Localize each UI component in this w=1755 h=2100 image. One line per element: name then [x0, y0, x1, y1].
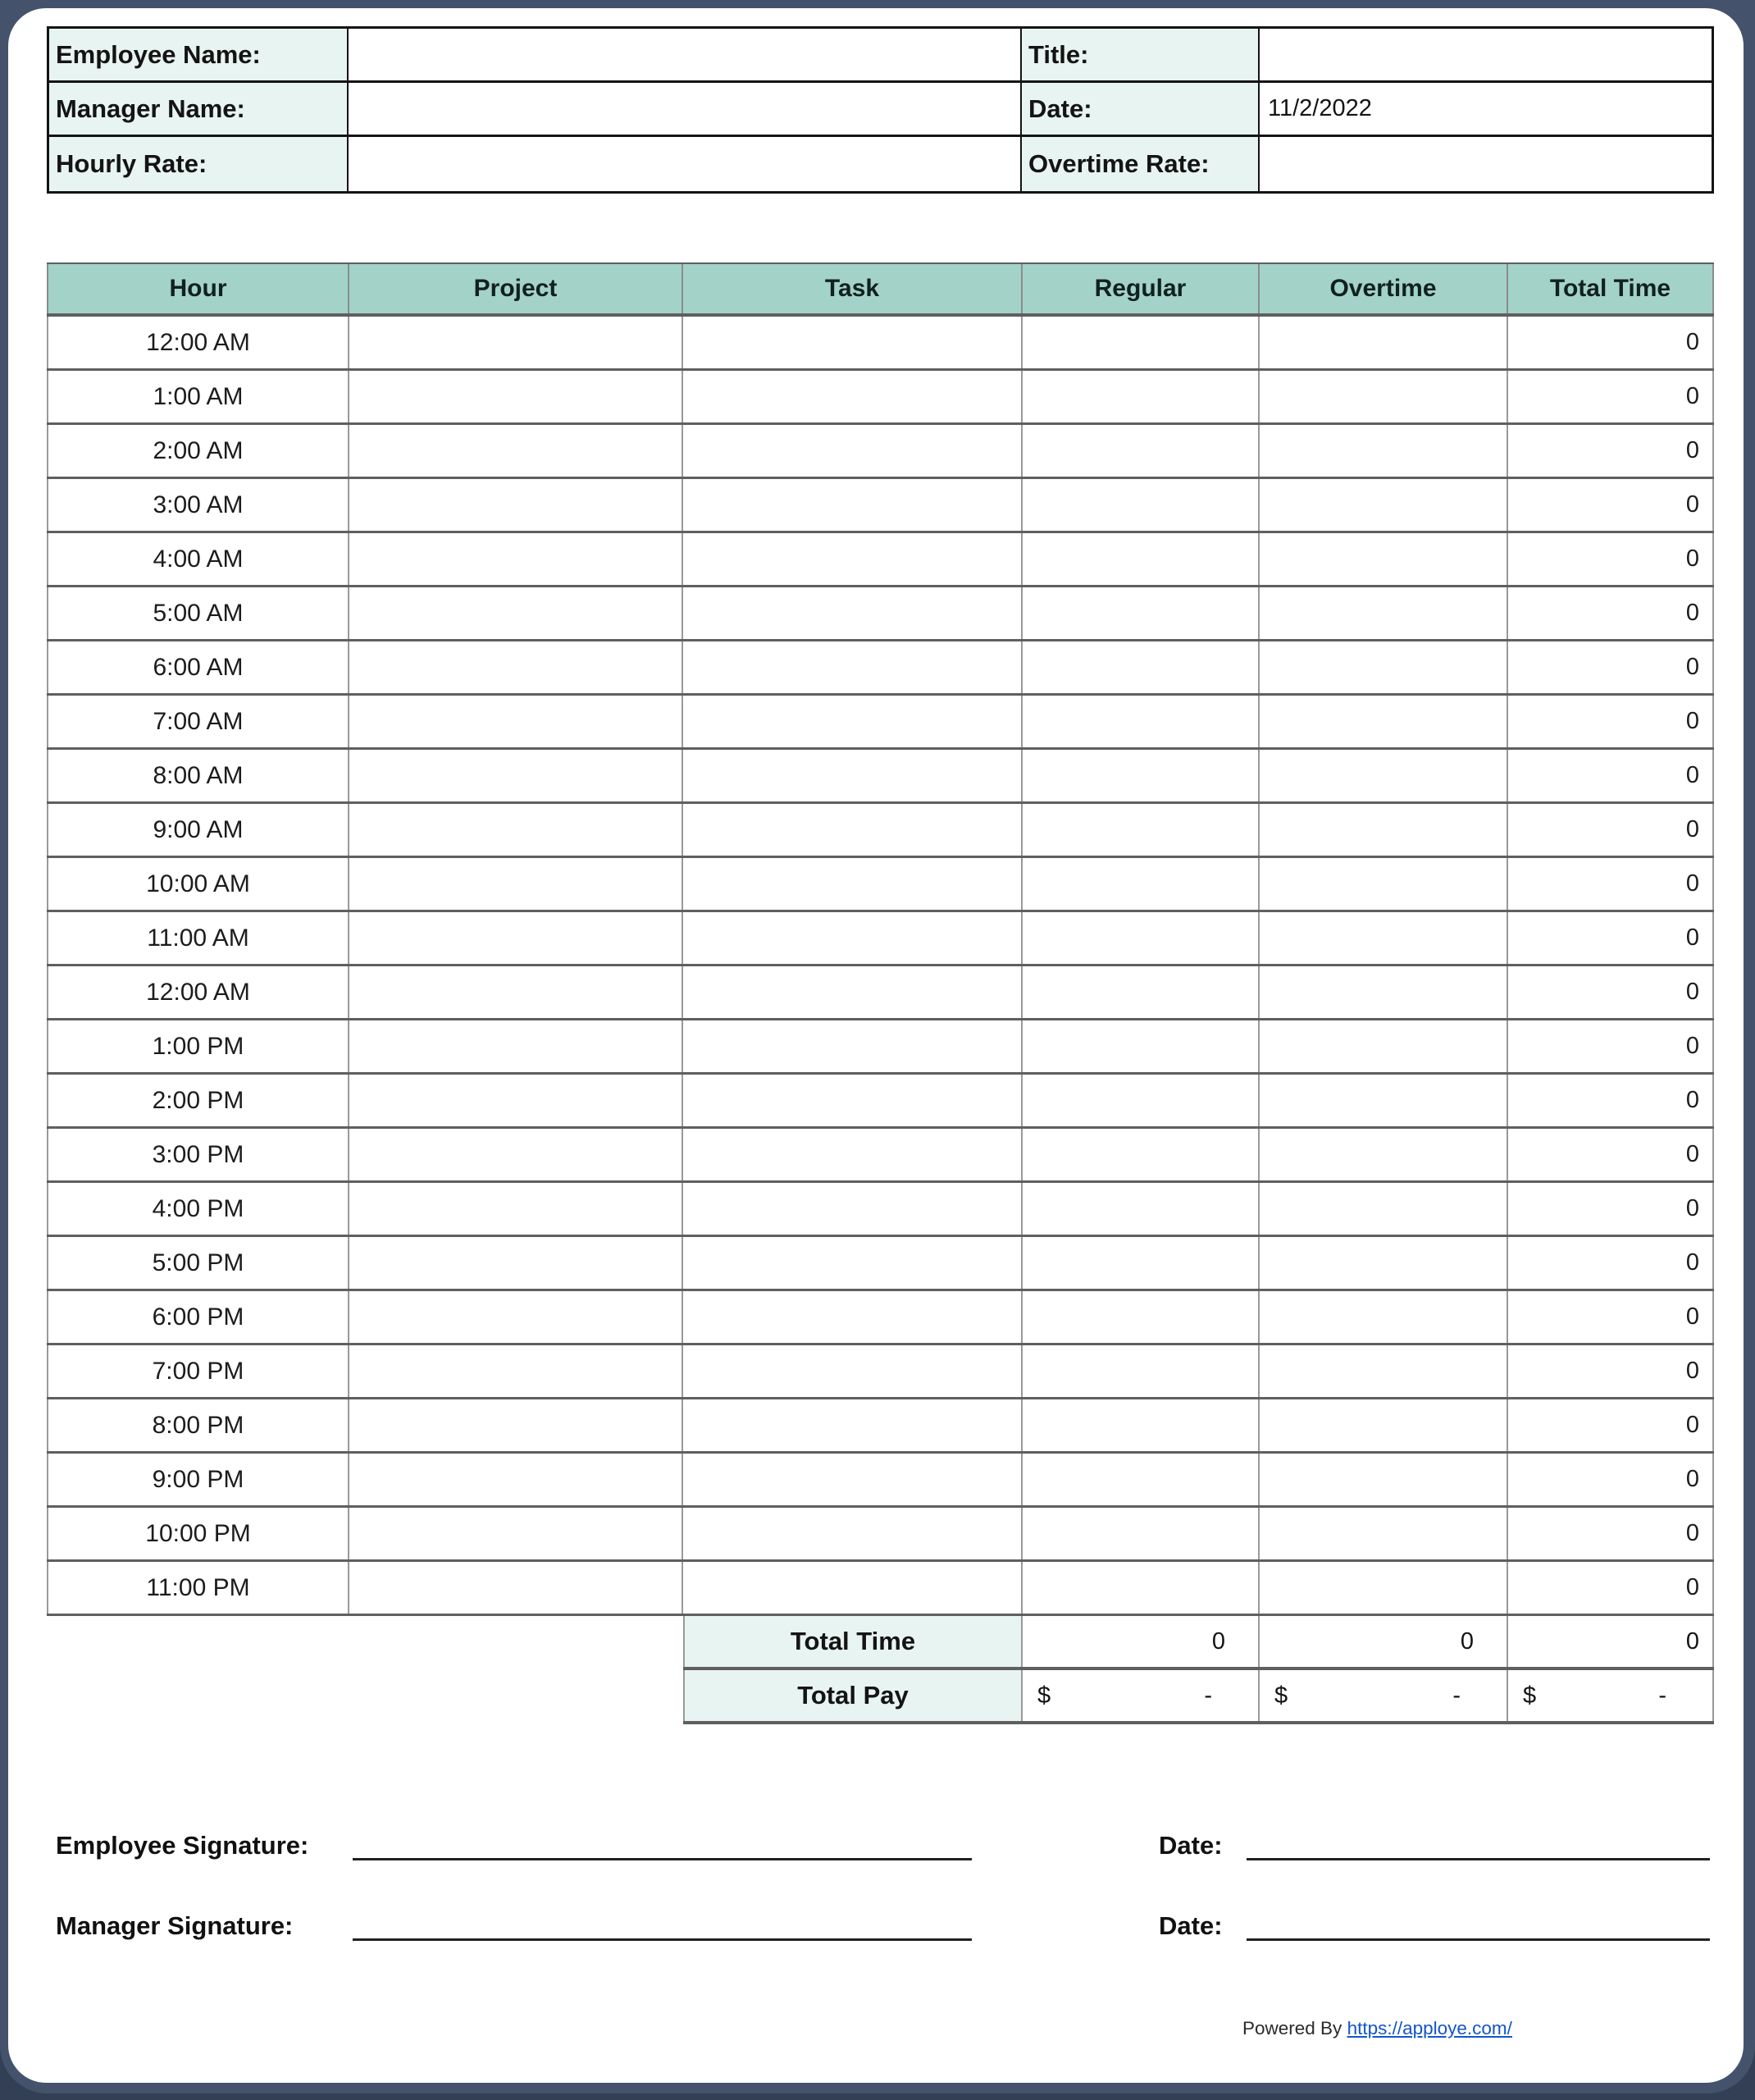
- overtime-cell[interactable]: [1260, 1508, 1508, 1559]
- hour-cell: 4:00 AM: [47, 533, 349, 585]
- overtime-cell[interactable]: [1260, 696, 1508, 747]
- task-cell[interactable]: [683, 1562, 1023, 1614]
- task-cell[interactable]: [683, 479, 1023, 531]
- regular-cell[interactable]: [1023, 966, 1260, 1018]
- regular-cell[interactable]: [1023, 858, 1260, 910]
- currency-symbol: $: [1523, 1682, 1537, 1709]
- timesheet-row: [47, 912, 1714, 966]
- apploye-link[interactable]: https://apploye.com/: [1347, 2018, 1512, 2038]
- project-cell[interactable]: [349, 371, 683, 422]
- task-cell[interactable]: [683, 912, 1023, 964]
- amount: -: [1452, 1682, 1461, 1709]
- hourly-rate-field[interactable]: [349, 137, 1022, 191]
- timesheet-row: [47, 804, 1714, 858]
- project-cell[interactable]: [349, 804, 683, 856]
- task-cell[interactable]: [683, 1399, 1023, 1451]
- column-header-total-time: Total Time: [1508, 264, 1714, 313]
- project-cell[interactable]: [349, 966, 683, 1018]
- timesheet-row: [47, 1508, 1714, 1562]
- regular-cell[interactable]: [1023, 1291, 1260, 1343]
- total-time-cell: 0: [1508, 912, 1714, 964]
- manager-name-label: Manager Name:: [49, 83, 349, 135]
- timesheet-row: [47, 1399, 1714, 1454]
- overtime-cell[interactable]: [1260, 479, 1508, 531]
- employee-date-label: Date:: [1159, 1831, 1223, 1860]
- project-cell[interactable]: [349, 425, 683, 477]
- hour-cell: 1:00 PM: [47, 1020, 349, 1072]
- timesheet-row: [47, 1454, 1714, 1508]
- timesheet-row: [47, 966, 1714, 1020]
- project-cell[interactable]: [349, 912, 683, 964]
- hour-cell: 11:00 PM: [47, 1562, 349, 1614]
- total-time-cell: 0: [1508, 1508, 1714, 1559]
- project-cell[interactable]: [349, 1020, 683, 1072]
- overtime-rate-field[interactable]: [1260, 137, 1712, 191]
- regular-cell[interactable]: [1023, 1345, 1260, 1397]
- timesheet-row: [47, 696, 1714, 750]
- total-time-cell: 0: [1508, 371, 1714, 422]
- overtime-cell[interactable]: [1260, 912, 1508, 964]
- task-cell[interactable]: [683, 1129, 1023, 1180]
- timesheet-row: [47, 1562, 1714, 1616]
- overtime-cell[interactable]: [1260, 750, 1508, 801]
- regular-cell[interactable]: [1023, 425, 1260, 477]
- regular-cell[interactable]: [1023, 912, 1260, 964]
- hour-cell: 10:00 AM: [47, 858, 349, 910]
- regular-cell[interactable]: [1023, 750, 1260, 801]
- total-time-cell: 0: [1508, 1454, 1714, 1505]
- overtime-cell[interactable]: [1260, 804, 1508, 856]
- column-header-regular: Regular: [1023, 264, 1260, 313]
- regular-cell[interactable]: [1023, 1562, 1260, 1614]
- table-header-row: [47, 262, 1714, 317]
- hour-cell: 1:00 AM: [47, 371, 349, 422]
- overtime-cell[interactable]: [1260, 371, 1508, 422]
- task-cell[interactable]: [683, 1291, 1023, 1343]
- hour-cell: 5:00 AM: [47, 587, 349, 639]
- employee-signature-line[interactable]: [353, 1858, 972, 1860]
- project-cell[interactable]: [349, 1129, 683, 1180]
- total-time-cell: 0: [1508, 696, 1714, 747]
- hour-cell: 6:00 PM: [47, 1291, 349, 1343]
- info-row: [49, 83, 1712, 137]
- task-cell[interactable]: [683, 696, 1023, 747]
- project-cell[interactable]: [349, 1399, 683, 1451]
- overtime-cell[interactable]: [1260, 1291, 1508, 1343]
- regular-cell[interactable]: [1023, 1020, 1260, 1072]
- total-time-cell: 0: [1508, 1345, 1714, 1397]
- regular-cell[interactable]: [1023, 641, 1260, 693]
- hour-cell: 9:00 PM: [47, 1454, 349, 1505]
- overtime-cell[interactable]: [1260, 425, 1508, 477]
- project-cell[interactable]: [349, 1291, 683, 1343]
- overtime-cell[interactable]: [1260, 1399, 1508, 1451]
- hour-cell: 3:00 PM: [47, 1129, 349, 1180]
- hour-cell: 11:00 AM: [47, 912, 349, 964]
- project-cell[interactable]: [349, 696, 683, 747]
- task-cell[interactable]: [683, 1020, 1023, 1072]
- timesheet-row: [47, 1020, 1714, 1075]
- project-cell[interactable]: [349, 533, 683, 585]
- manager-date-label: Date:: [1159, 1911, 1223, 1940]
- total-pay-regular: [1023, 1670, 1260, 1721]
- total-time-cell: 0: [1508, 1020, 1714, 1072]
- overtime-cell[interactable]: [1260, 1183, 1508, 1235]
- timesheet-row: [47, 1291, 1714, 1345]
- project-cell[interactable]: [349, 1562, 683, 1614]
- column-header-task: Task: [683, 264, 1023, 313]
- task-cell[interactable]: [683, 587, 1023, 639]
- hour-cell: 12:00 AM: [47, 966, 349, 1018]
- column-header-overtime: Overtime: [1260, 264, 1508, 313]
- regular-cell[interactable]: [1023, 317, 1260, 368]
- timesheet-row: [47, 641, 1714, 696]
- task-cell[interactable]: [683, 425, 1023, 477]
- timesheet-row: [47, 1345, 1714, 1399]
- total-time-row: [683, 1616, 1714, 1670]
- hour-cell: 2:00 AM: [47, 425, 349, 477]
- task-cell[interactable]: [683, 317, 1023, 368]
- project-cell[interactable]: [349, 858, 683, 910]
- total-pay-row: [683, 1670, 1714, 1724]
- currency-symbol: $: [1274, 1682, 1288, 1709]
- regular-cell[interactable]: [1023, 1129, 1260, 1180]
- total-time-cell: 0: [1508, 1562, 1714, 1614]
- overtime-cell[interactable]: [1260, 1237, 1508, 1289]
- total-pay-label: Total Pay: [683, 1670, 1023, 1721]
- total-pay-total: [1508, 1670, 1714, 1721]
- task-cell[interactable]: [683, 371, 1023, 422]
- overtime-cell[interactable]: [1260, 858, 1508, 910]
- date-field[interactable]: 11/2/2022: [1268, 95, 1372, 121]
- task-cell[interactable]: [683, 1237, 1023, 1289]
- total-pay-overtime: [1260, 1670, 1508, 1721]
- regular-cell[interactable]: [1023, 1183, 1260, 1235]
- total-time-label: Total Time: [683, 1616, 1023, 1667]
- project-cell[interactable]: [349, 1454, 683, 1505]
- overtime-cell[interactable]: [1260, 1129, 1508, 1180]
- timesheet-row: [47, 1129, 1714, 1183]
- regular-cell[interactable]: [1023, 371, 1260, 422]
- currency-symbol: $: [1037, 1682, 1051, 1709]
- total-time-cell: 0: [1508, 1183, 1714, 1235]
- hour-cell: 7:00 PM: [47, 1345, 349, 1397]
- task-cell[interactable]: [683, 1454, 1023, 1505]
- timesheet-row: [47, 587, 1714, 641]
- manager-date-line[interactable]: [1247, 1938, 1710, 1941]
- manager-signature-line[interactable]: [353, 1938, 972, 1941]
- hour-cell: 12:00 AM: [47, 317, 349, 368]
- overtime-rate-label: Overtime Rate:: [1022, 137, 1260, 191]
- overtime-cell[interactable]: [1260, 587, 1508, 639]
- timesheet-row: [47, 858, 1714, 912]
- hour-cell: 5:00 PM: [47, 1237, 349, 1289]
- total-time-cell: 0: [1508, 804, 1714, 856]
- amount: -: [1658, 1682, 1666, 1709]
- total-time-overtime: 0: [1260, 1616, 1508, 1667]
- regular-cell[interactable]: [1023, 1454, 1260, 1505]
- timesheet-row: [47, 1237, 1714, 1291]
- regular-cell[interactable]: [1023, 587, 1260, 639]
- column-header-project: Project: [349, 264, 683, 313]
- project-cell[interactable]: [349, 587, 683, 639]
- project-cell[interactable]: [349, 750, 683, 801]
- hour-cell: 7:00 AM: [47, 696, 349, 747]
- total-time-cell: 0: [1508, 1291, 1714, 1343]
- task-cell[interactable]: [683, 1183, 1023, 1235]
- timesheet-row: [47, 533, 1714, 587]
- employee-info-table: [47, 26, 1714, 194]
- overtime-cell[interactable]: [1260, 1345, 1508, 1397]
- hour-cell: 6:00 AM: [47, 641, 349, 693]
- task-cell[interactable]: [683, 533, 1023, 585]
- overtime-cell[interactable]: [1260, 641, 1508, 693]
- hourly-rate-label: Hourly Rate:: [49, 137, 349, 191]
- regular-cell[interactable]: [1023, 1075, 1260, 1126]
- total-time-total: 0: [1508, 1616, 1714, 1667]
- task-cell[interactable]: [683, 641, 1023, 693]
- overtime-cell[interactable]: [1260, 317, 1508, 368]
- regular-cell[interactable]: [1023, 479, 1260, 531]
- total-time-cell: 0: [1508, 587, 1714, 639]
- regular-cell[interactable]: [1023, 1399, 1260, 1451]
- employee-name-label: Employee Name:: [49, 29, 349, 80]
- total-time-cell: 0: [1508, 1075, 1714, 1126]
- manager-name-field[interactable]: [349, 83, 1022, 135]
- timesheet-table: [47, 262, 1714, 1724]
- total-time-cell: 0: [1508, 750, 1714, 801]
- hour-cell: 9:00 AM: [47, 804, 349, 856]
- task-cell[interactable]: [683, 1508, 1023, 1559]
- regular-cell[interactable]: [1023, 1508, 1260, 1559]
- total-time-cell: 0: [1508, 858, 1714, 910]
- regular-cell[interactable]: [1023, 696, 1260, 747]
- hour-cell: 10:00 PM: [47, 1508, 349, 1559]
- project-cell[interactable]: [349, 1237, 683, 1289]
- employee-name-field[interactable]: [349, 29, 1022, 80]
- timesheet-row: [47, 317, 1714, 371]
- hour-cell: 8:00 AM: [47, 750, 349, 801]
- regular-cell[interactable]: [1023, 1237, 1260, 1289]
- project-cell[interactable]: [349, 1345, 683, 1397]
- task-cell[interactable]: [683, 858, 1023, 910]
- total-time-cell: 0: [1508, 1237, 1714, 1289]
- manager-signature-label: Manager Signature:: [56, 1911, 294, 1940]
- hour-cell: 4:00 PM: [47, 1183, 349, 1235]
- total-time-cell: 0: [1508, 533, 1714, 585]
- title-label: Title:: [1022, 29, 1260, 80]
- employee-signature-label: Employee Signature:: [56, 1831, 309, 1860]
- amount: -: [1204, 1682, 1212, 1709]
- project-cell[interactable]: [349, 1183, 683, 1235]
- total-time-cell: 0: [1508, 641, 1714, 693]
- total-time-cell: 0: [1508, 1399, 1714, 1451]
- task-cell[interactable]: [683, 1345, 1023, 1397]
- total-time-cell: 0: [1508, 966, 1714, 1018]
- total-time-cell: 0: [1508, 425, 1714, 477]
- task-cell[interactable]: [683, 1075, 1023, 1126]
- regular-cell[interactable]: [1023, 804, 1260, 856]
- project-cell[interactable]: [349, 317, 683, 368]
- info-row: [49, 29, 1712, 83]
- total-time-regular: 0: [1023, 1616, 1260, 1667]
- project-cell[interactable]: [349, 1508, 683, 1559]
- total-time-cell: 0: [1508, 1129, 1714, 1180]
- employee-date-line[interactable]: [1247, 1858, 1710, 1860]
- total-time-cell: 0: [1508, 479, 1714, 531]
- task-cell[interactable]: [683, 966, 1023, 1018]
- timesheet-row: [47, 750, 1714, 804]
- total-time-cell: 0: [1508, 317, 1714, 368]
- overtime-cell[interactable]: [1260, 966, 1508, 1018]
- overtime-cell[interactable]: [1260, 1020, 1508, 1072]
- hour-cell: 3:00 AM: [47, 479, 349, 531]
- timesheet-row: [47, 1183, 1714, 1237]
- timesheet-page: [8, 8, 1744, 2083]
- table-body: [47, 317, 1714, 1616]
- project-cell[interactable]: [349, 641, 683, 693]
- overtime-cell[interactable]: [1260, 1075, 1508, 1126]
- overtime-cell[interactable]: [1260, 533, 1508, 585]
- title-field[interactable]: [1260, 29, 1712, 80]
- date-label: Date:: [1022, 83, 1260, 135]
- footer: [1242, 2018, 1512, 2039]
- overtime-cell[interactable]: [1260, 1562, 1508, 1614]
- project-cell[interactable]: [349, 1075, 683, 1126]
- project-cell[interactable]: [349, 479, 683, 531]
- timesheet-row: [47, 479, 1714, 533]
- info-row: [49, 137, 1712, 191]
- timesheet-row: [47, 1075, 1714, 1129]
- task-cell[interactable]: [683, 804, 1023, 856]
- timesheet-row: [47, 371, 1714, 425]
- column-header-hour: Hour: [47, 264, 349, 313]
- timesheet-row: [47, 425, 1714, 479]
- powered-by-text: Powered By: [1242, 2018, 1347, 2038]
- overtime-cell[interactable]: [1260, 1454, 1508, 1505]
- regular-cell[interactable]: [1023, 533, 1260, 585]
- hour-cell: 2:00 PM: [47, 1075, 349, 1126]
- hour-cell: 8:00 PM: [47, 1399, 349, 1451]
- task-cell[interactable]: [683, 750, 1023, 801]
